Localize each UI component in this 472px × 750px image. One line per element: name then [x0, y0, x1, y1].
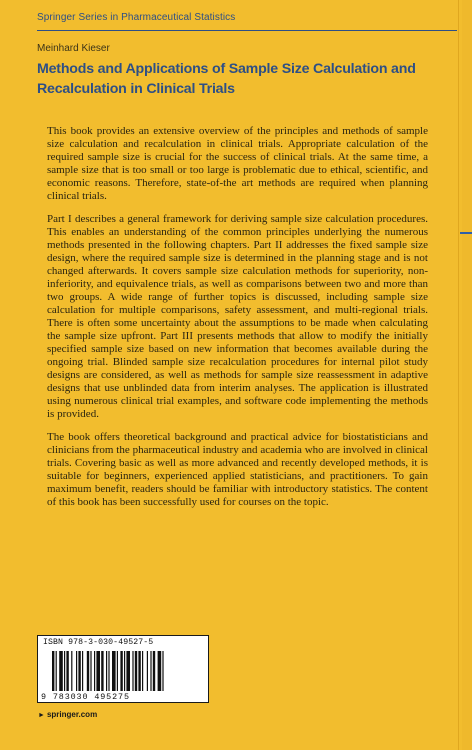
barcode-bar	[142, 651, 143, 691]
isbn-label: ISBN 978-3-030-49527-5	[43, 638, 154, 647]
barcode-bar	[76, 651, 77, 691]
website-label: springer.com	[46, 710, 98, 719]
barcode-bar	[124, 651, 125, 691]
barcode-bar	[59, 651, 63, 691]
barcode-bar	[101, 651, 103, 691]
blurb-paragraph: This book provides an extensive overview of the principles and methods of sample size calculation and recalculation in clinical trials. Appropriate calculation of the required sample size is crucial for the success of clinical trials. At the same time, a sample size that is too small or too large is problematic due to ethical, scientific, and economic reasons. Therefore, state-of-the art methods are required when planning clinical trials.	[47, 125, 428, 202]
author-name: Meinhard Kieser	[37, 43, 110, 54]
barcode-bar	[150, 651, 151, 691]
barcode-bar	[71, 651, 72, 691]
barcode-bar	[66, 651, 68, 691]
spine-fold-line	[458, 0, 459, 750]
barcode-bar	[96, 651, 100, 691]
barcode-bar	[52, 651, 54, 691]
blurb-paragraph: Part I describes a general framework for deriving sample size calculation procedures. This enables an understanding of the common principles underlying the numerous methods presented in the following chapters. Part II addresses the fixed sample size design, where the required sample size is determined in the planning stage and is not changed afterwards. It covers sample size calculation methods for superiority, non-inferiority, and equivalence trials, as well as comparisons between two and more than two groups. A wide range of further topics is discussed, including sample size calculation for multiple comparisons, safety assessment, and multi-regional trials. There is often some uncertainty about the assumptions to be made when calculating the sample size upfront. Part III presents methods that allow to modify the initially specified sample size based on new information that becomes available during the ongoing trial. Blinded sample size recalculation procedures for internal pilot study designs are considered, as well as methods for sample size reassessment in adaptive designs that use unblinded data from interim analyses. The application is illustrated using numerous clinical trial examples, and software code implementing the methods is provided.	[47, 213, 428, 420]
barcode-bar	[138, 651, 140, 691]
barcode-bar	[78, 651, 80, 691]
barcode-bar	[106, 651, 107, 691]
barcode-bar	[120, 651, 122, 691]
barcode-bar	[147, 651, 148, 691]
barcode-bar	[135, 651, 137, 691]
series-divider	[37, 30, 457, 31]
publisher-website[interactable]	[38, 710, 97, 719]
barcode-bar	[117, 651, 118, 691]
barcode-bar	[108, 651, 109, 691]
barcode-bar	[132, 651, 133, 691]
barcode-bar	[112, 651, 116, 691]
blurb-paragraph: The book offers theoretical background and practical advice for biostatisticians and clinicians from the pharmaceutical industry and academia who are involved in clinical trials. Covering basic as well as more advanced and recently developed methods, it is suitable for beginners, experienced applied statisticians, and practitioners. To gain maximum benefit, readers should be familiar with introductory statistics. The content of this book has been successfully used for courses on the topic.	[47, 431, 428, 508]
barcode-bar	[126, 651, 130, 691]
barcode-bar	[162, 651, 163, 691]
barcode-bar	[82, 651, 83, 691]
spine-accent-mark	[460, 232, 472, 234]
arrow-right-icon: ►	[38, 712, 45, 719]
barcode-digits: 9 783030 495275	[41, 692, 130, 702]
barcode-bar	[94, 651, 95, 691]
barcode-bar	[158, 651, 162, 691]
barcode-graphic	[52, 651, 202, 691]
barcode-bar	[64, 651, 65, 691]
book-title: Methods and Applications of Sample Size Calculation and Recalculation in Clinical Trials	[37, 61, 416, 97]
series-name: Springer Series in Pharmaceutical Statistics	[37, 12, 236, 23]
blurb-text	[47, 125, 428, 519]
spine-edge	[462, 0, 472, 750]
barcode-bar	[87, 651, 89, 691]
isbn-barcode-box	[37, 635, 209, 703]
barcode-bar	[153, 651, 155, 691]
barcode-bar	[90, 651, 91, 691]
barcode-bar	[56, 651, 57, 691]
